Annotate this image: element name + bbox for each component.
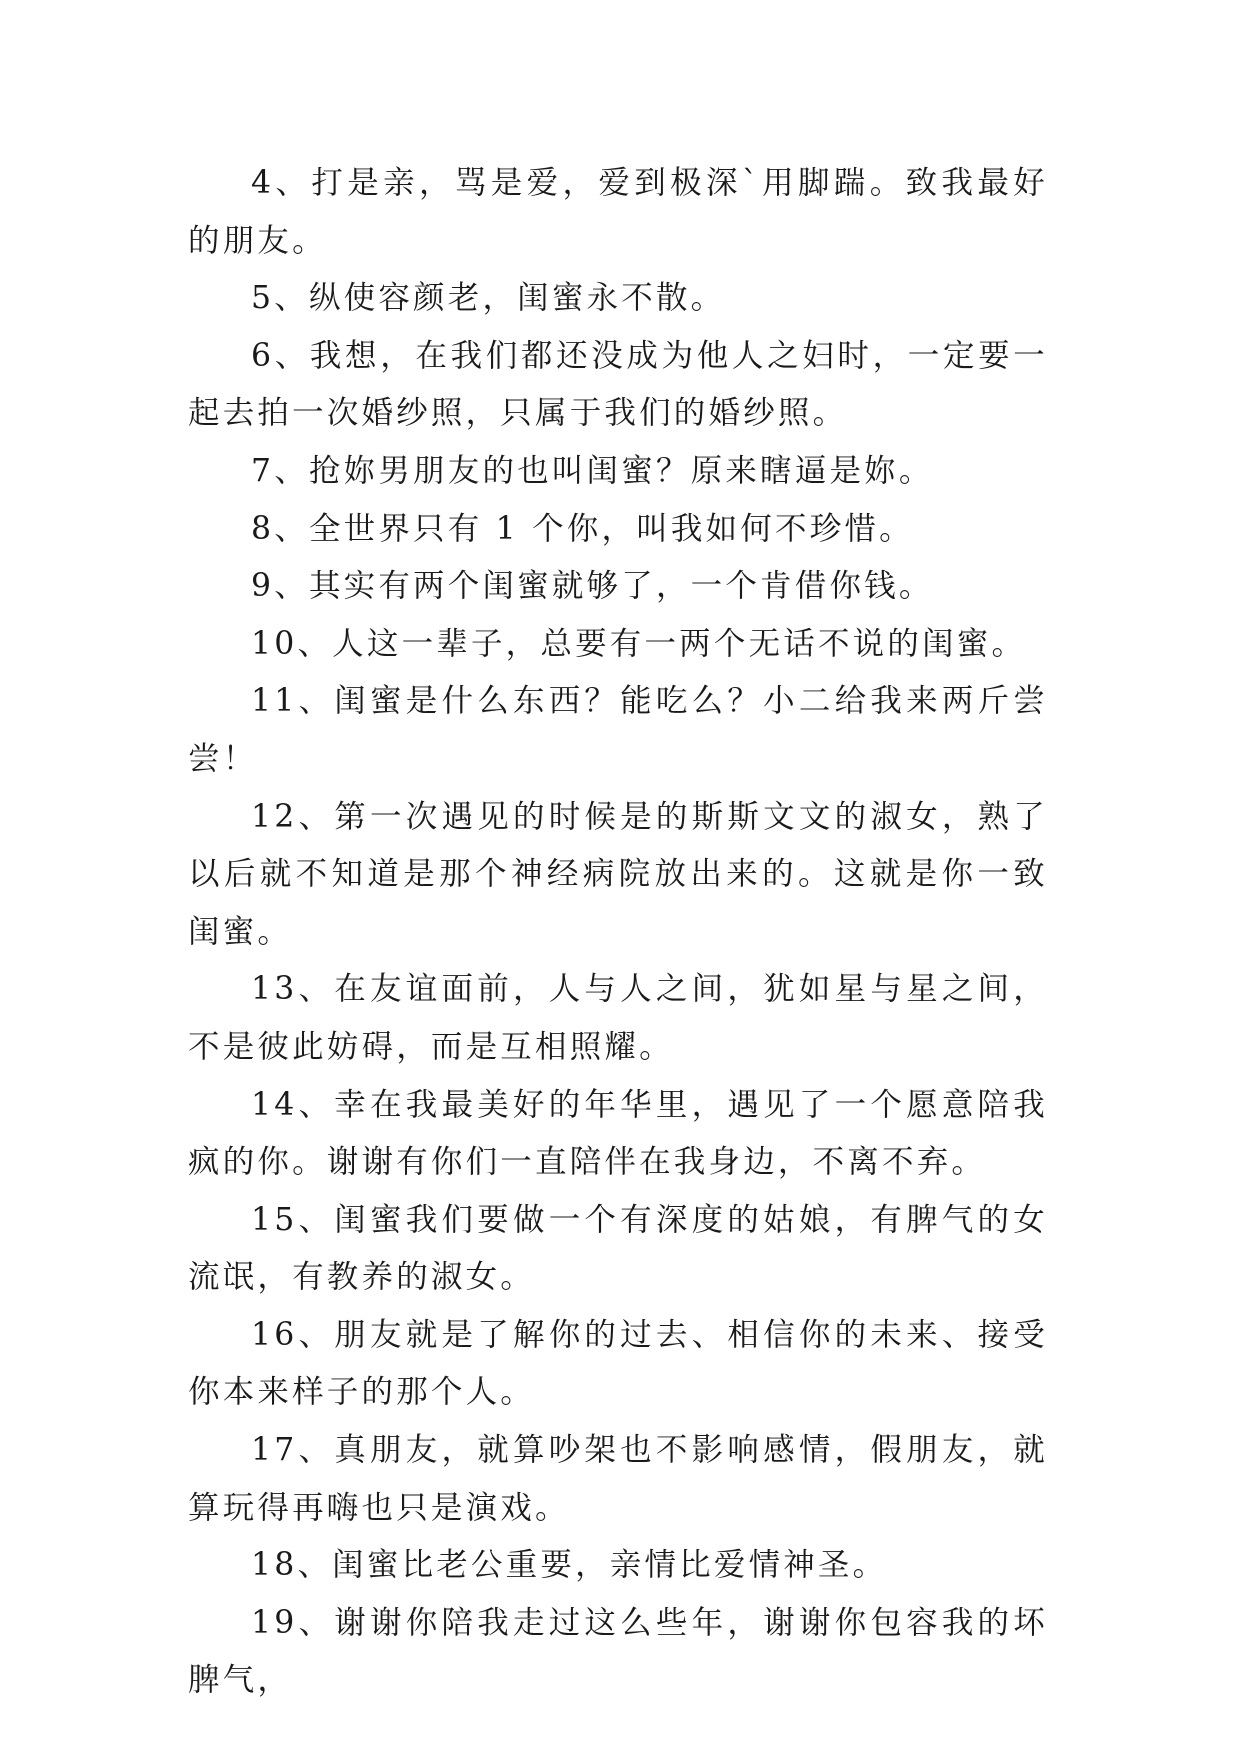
paragraph-6: 6、我想，在我们都还没成为他人之妇时，一定要一起去拍一次婚纱照，只属于我们的婚纱照。 [188,337,1048,432]
paragraph-14: 14、幸在我最美好的年华里，遇见了一个愿意陪我疯的你。谢谢有你们一直陪伴在我身边，不离不弃。 [188,1086,1048,1181]
paragraph-12: 12、第一次遇见的时候是的斯斯文文的淑女，熟了以后就不知道是那个神经病院放出来的。这就是你一致闺蜜。 [188,798,1048,950]
paragraph-19: 19、谢谢你陪我走过这么些年，谢谢你包容我的坏脾气， [188,1604,1048,1699]
paragraph-4: 4、打是亲，骂是爱，爱到极深`用脚踹。致我最好的朋友。 [188,165,1048,259]
paragraph-8: 8、全世界只有 1 个你，叫我如何不珍惜。 [251,510,914,547]
paragraph-7: 7、抢妳男朋友的也叫闺蜜？原来瞎逼是妳。 [251,452,934,489]
paragraph-11: 11、闺蜜是什么东西？能吃么？小二给我来两斤尝尝！ [188,683,1048,777]
paragraph-10: 10、人这一辈子，总要有一两个无话不说的闺蜜。 [251,625,1027,662]
paragraph-13: 13、在友谊面前，人与人之间，犹如星与星之间，不是彼此妨碍，而是互相照耀。 [188,971,1048,1065]
paragraph-15: 15、闺蜜我们要做一个有深度的姑娘，有脾气的女流氓，有教养的淑女。 [188,1201,1048,1296]
paragraph-5: 5、纵使容颜老，闺蜜永不散。 [251,280,726,317]
document-body [188,155,1048,1710]
paragraph-18: 18、闺蜜比老公重要，亲情比爱情神圣。 [251,1547,888,1584]
paragraph-9: 9、其实有两个闺蜜就够了，一个肯借你钱。 [251,568,934,605]
paragraph-17: 17、真朋友，就算吵架也不影响感情，假朋友，就算玩得再嗨也只是演戏。 [188,1432,1048,1526]
paragraph-16: 16、朋友就是了解你的过去、相信你的未来、接受你本来样子的那个人。 [188,1316,1048,1411]
